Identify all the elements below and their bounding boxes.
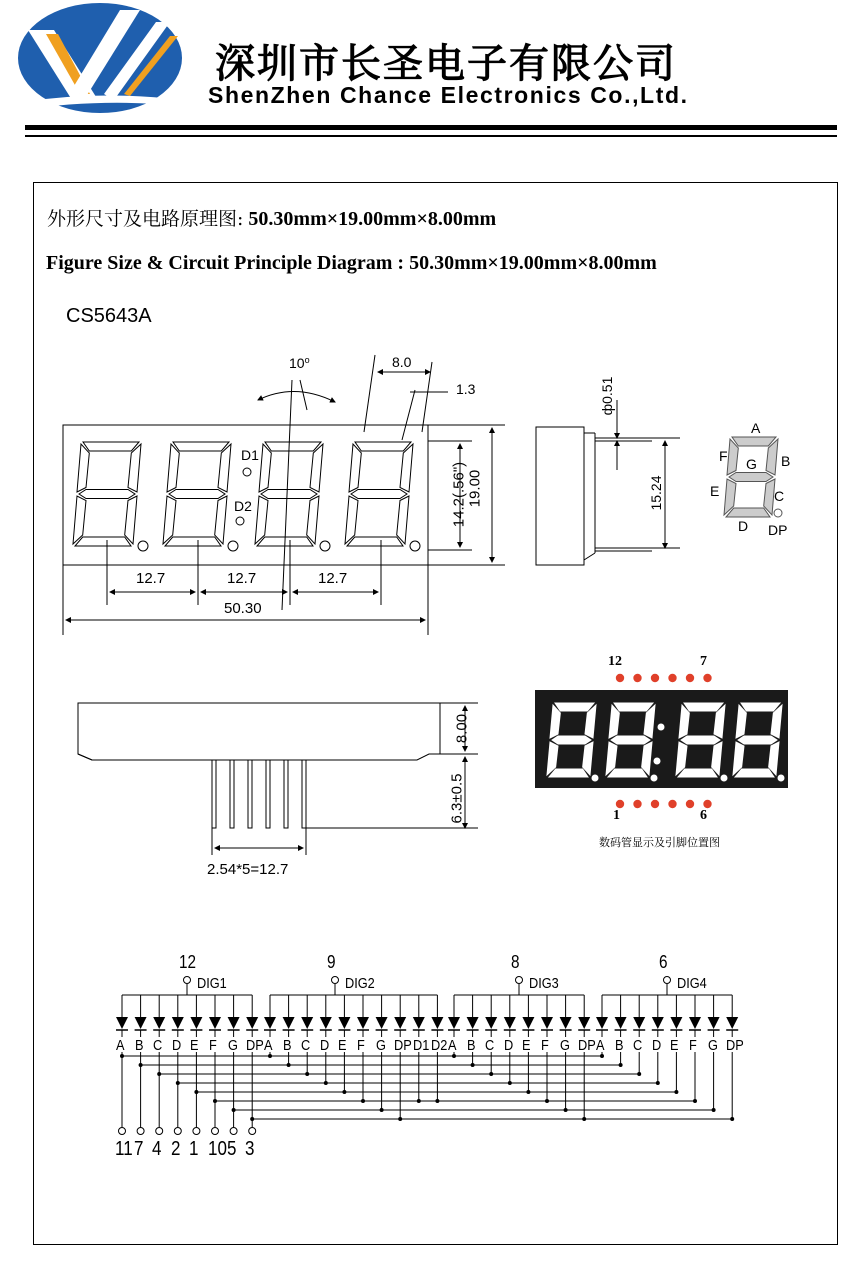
pin-dot-bottom xyxy=(686,800,694,808)
pin-dot-top xyxy=(616,674,624,682)
segment-label: D xyxy=(319,1037,330,1054)
junction-dot xyxy=(712,1108,716,1112)
segment-label: D2 xyxy=(431,1037,448,1054)
segment-label: G xyxy=(707,1037,718,1054)
pin-dot-top xyxy=(703,674,711,682)
title-en: Figure Size & Circuit Principle Diagram : 50.30mm×19.00mm×8.00mm xyxy=(46,252,657,274)
seg-g xyxy=(738,736,777,744)
seg-a xyxy=(355,442,411,451)
segment-label: DP xyxy=(578,1037,596,1054)
segment-label: F xyxy=(209,1037,217,1054)
seg-f xyxy=(77,444,89,492)
circuit-diagram xyxy=(116,977,738,1135)
pin-dot-top xyxy=(651,674,659,682)
led-diode xyxy=(431,1017,443,1029)
seg-a xyxy=(732,437,776,446)
legend-dp-dot xyxy=(774,509,782,517)
seg-f xyxy=(349,444,361,492)
segment-label: E xyxy=(522,1037,531,1054)
dim-pin-pitch: 2.54*5=12.7 xyxy=(207,861,289,878)
seg-d xyxy=(608,769,647,777)
pin-label-12: 12 xyxy=(608,654,622,669)
segment-label: DP xyxy=(394,1037,412,1054)
pin-dot-top xyxy=(668,674,676,682)
junction-dot xyxy=(380,1108,384,1112)
led-diode xyxy=(448,1017,460,1029)
model-number: CS5643A xyxy=(66,305,152,327)
junction-dot xyxy=(398,1117,402,1121)
bottom-pin-number: 10 xyxy=(208,1138,227,1160)
bottom-pin-number: 3 xyxy=(245,1138,255,1160)
seven-seg-digit xyxy=(724,437,778,517)
led-diode xyxy=(357,1017,369,1029)
led-diode xyxy=(541,1017,553,1029)
legend-e: E xyxy=(710,483,720,499)
led-diode xyxy=(338,1017,350,1029)
dim-height: 19.00 xyxy=(466,469,484,508)
led-diode xyxy=(394,1017,406,1029)
legend-c: C xyxy=(774,488,785,504)
dim-digit-height: 14.2(.56") xyxy=(450,461,468,528)
common-pin-terminal xyxy=(516,977,523,984)
pin-terminal xyxy=(174,1128,181,1135)
bottom-pin-number: 5 xyxy=(226,1138,237,1160)
segment-label: D xyxy=(503,1037,514,1054)
pin-terminal xyxy=(249,1128,256,1135)
segment-label: F xyxy=(689,1037,697,1054)
pin-label-7: 7 xyxy=(700,654,707,669)
common-pin-terminal xyxy=(184,977,191,984)
photo-colon-top xyxy=(658,724,665,731)
junction-dot xyxy=(324,1081,328,1085)
segment-label: A xyxy=(596,1037,605,1054)
led-diode xyxy=(413,1017,425,1029)
segment-label: F xyxy=(541,1037,549,1054)
dim-pin-span: 15.24 xyxy=(648,475,664,511)
legend-d: D xyxy=(738,518,749,534)
junction-dot xyxy=(452,1054,456,1058)
pin-terminal xyxy=(137,1128,144,1135)
led-diode xyxy=(578,1017,590,1029)
segment-label: G xyxy=(227,1037,238,1054)
segment-label: B xyxy=(134,1037,144,1054)
led-diode xyxy=(504,1017,516,1029)
led-diode xyxy=(246,1017,258,1029)
segment-label: D xyxy=(171,1037,182,1054)
legend-dp: DP xyxy=(768,522,788,538)
led-diode xyxy=(190,1017,202,1029)
pin-dot-top xyxy=(686,674,694,682)
segment-legend xyxy=(724,437,785,517)
seven-seg-digit xyxy=(345,442,413,546)
segment-label: DP xyxy=(726,1037,744,1054)
pin-dot-bottom xyxy=(703,800,711,808)
dim-pin-diameter: ф0.51 xyxy=(599,376,615,416)
led-diode xyxy=(615,1017,627,1029)
junction-dot xyxy=(730,1117,734,1121)
seg-f xyxy=(259,444,271,492)
pin-label-6: 6 xyxy=(700,808,707,823)
led-diode xyxy=(596,1017,608,1029)
dim-segment-width: 8.0 xyxy=(392,354,412,370)
seg-g xyxy=(261,490,317,499)
seg-a xyxy=(741,703,780,711)
segment-label: B xyxy=(282,1037,292,1054)
junction-dot xyxy=(674,1090,678,1094)
label-d2: D2 xyxy=(234,498,252,514)
seg-a xyxy=(614,703,653,711)
seg-g xyxy=(351,490,407,499)
junction-dot xyxy=(471,1063,475,1067)
led-diode xyxy=(467,1017,479,1029)
pin-dot-bottom xyxy=(633,800,641,808)
pin-terminal xyxy=(119,1128,126,1135)
junction-dot xyxy=(342,1090,346,1094)
junction-dot xyxy=(361,1099,365,1103)
pin-dot-bottom xyxy=(668,800,676,808)
seg-a xyxy=(83,442,139,451)
segment-label: E xyxy=(670,1037,679,1054)
seg-c xyxy=(307,496,319,544)
bottom-pin-number: 2 xyxy=(170,1138,181,1160)
segment-label: A xyxy=(264,1037,273,1054)
seg-d xyxy=(347,537,403,546)
pin-dot-top xyxy=(633,674,641,682)
seven-seg-digit xyxy=(163,442,231,546)
segment-label: D1 xyxy=(412,1037,430,1054)
bottom-view xyxy=(78,703,478,855)
segment-label: C xyxy=(153,1037,163,1054)
led-diode xyxy=(320,1017,332,1029)
dig-pin-number: 8 xyxy=(511,952,520,972)
legend-a: A xyxy=(751,420,761,436)
dim-pitch-2: 12.7 xyxy=(227,570,257,587)
seg-d xyxy=(75,537,131,546)
common-pin-terminal xyxy=(332,977,339,984)
seg-a xyxy=(684,703,723,711)
seg-c xyxy=(125,496,137,544)
led-diode xyxy=(485,1017,497,1029)
led-diode xyxy=(135,1017,147,1029)
led-diode xyxy=(708,1017,720,1029)
common-pin-terminal xyxy=(664,977,671,984)
dim-pin-length: 6.3±0.5 xyxy=(448,773,466,824)
pin-dot-bottom xyxy=(616,800,624,808)
colon-dot-d2 xyxy=(236,517,244,525)
segment-label: E xyxy=(190,1037,199,1054)
seg-a xyxy=(555,703,594,711)
led-diode xyxy=(670,1017,682,1029)
dig-label: DIG3 xyxy=(529,975,559,992)
photo-decimal-point xyxy=(592,775,599,782)
junction-dot xyxy=(305,1072,309,1076)
led-diode xyxy=(560,1017,572,1029)
bottom-pin-number: 11 xyxy=(115,1138,133,1160)
bottom-pin-number: 1 xyxy=(189,1138,199,1160)
seg-a xyxy=(265,442,321,451)
dig-pin-number: 9 xyxy=(327,952,336,972)
junction-dot xyxy=(287,1063,291,1067)
led-diode xyxy=(376,1017,388,1029)
pin-dot-bottom xyxy=(651,800,659,808)
seg-d xyxy=(678,769,717,777)
led-diode xyxy=(301,1017,313,1029)
junction-dot xyxy=(693,1099,697,1103)
degree-symbol: o xyxy=(304,355,310,365)
segment-label: C xyxy=(301,1037,311,1054)
junction-dot xyxy=(489,1072,493,1076)
junction-dot xyxy=(600,1054,604,1058)
junction-dot xyxy=(637,1072,641,1076)
decimal-point xyxy=(138,541,148,551)
segment-label: DP xyxy=(246,1037,264,1054)
seg-c xyxy=(397,496,409,544)
dim-pitch-1: 12.7 xyxy=(136,570,166,587)
seven-seg-digit xyxy=(73,442,141,546)
label-d1: D1 xyxy=(241,447,259,463)
decimal-point xyxy=(228,541,238,551)
seg-d xyxy=(735,769,774,777)
title-cn-label: 外形尺寸及电路原理图: xyxy=(47,208,244,230)
segment-label: G xyxy=(375,1037,386,1054)
bottom-pin-number: 4 xyxy=(152,1138,162,1160)
dig-label: DIG2 xyxy=(345,975,375,992)
junction-dot xyxy=(268,1054,272,1058)
photo-colon-bottom xyxy=(654,758,661,765)
seg-c xyxy=(215,496,227,544)
pin-terminal xyxy=(230,1128,237,1135)
junction-dot xyxy=(508,1081,512,1085)
segment-label: B xyxy=(466,1037,476,1054)
segment-label: B xyxy=(614,1037,624,1054)
junction-dot xyxy=(619,1063,623,1067)
pin-terminal xyxy=(156,1128,163,1135)
photo-decimal-point xyxy=(651,775,658,782)
led-diode xyxy=(689,1017,701,1029)
led-diode xyxy=(633,1017,645,1029)
display-caption: 数码管显示及引脚位置图 xyxy=(599,836,720,849)
angle-label xyxy=(289,355,310,371)
title-cn-dims: 50.30mm×19.00mm×8.00mm xyxy=(243,208,497,230)
colon-dot-d1 xyxy=(243,468,251,476)
photo-decimal-point xyxy=(721,775,728,782)
seg-a xyxy=(173,442,229,451)
dim-segment-stroke: 1.3 xyxy=(456,381,476,397)
segment-label: D xyxy=(651,1037,662,1054)
pin-label-1: 1 xyxy=(613,808,620,823)
led-diode xyxy=(153,1017,165,1029)
company-name-cn: 深圳市长圣电子有限公司 xyxy=(215,41,677,87)
seg-d xyxy=(726,508,770,517)
legend-f: F xyxy=(719,448,728,464)
seg-g xyxy=(79,490,135,499)
seg-g xyxy=(729,473,773,482)
junction-dot xyxy=(435,1099,439,1103)
legend-g: G xyxy=(746,456,757,472)
led-diode xyxy=(209,1017,221,1029)
seg-f xyxy=(167,444,179,492)
led-diode xyxy=(522,1017,534,1029)
led-diode xyxy=(652,1017,664,1029)
segment-label: C xyxy=(633,1037,643,1054)
led-diode xyxy=(283,1017,295,1029)
segment-label: F xyxy=(357,1037,365,1054)
seg-g xyxy=(169,490,225,499)
led-diode xyxy=(228,1017,240,1029)
led-diode xyxy=(116,1017,128,1029)
decimal-point xyxy=(320,541,330,551)
dig-pin-number: 6 xyxy=(659,952,668,972)
junction-dot xyxy=(526,1090,530,1094)
segment-label: A xyxy=(116,1037,125,1054)
dig-pin-number: 12 xyxy=(179,952,197,972)
legend-b: B xyxy=(781,453,791,469)
pin-terminal xyxy=(193,1128,200,1135)
junction-dot xyxy=(564,1108,568,1112)
led-diode xyxy=(172,1017,184,1029)
seg-d xyxy=(165,537,221,546)
segment-label: G xyxy=(559,1037,570,1054)
led-diode xyxy=(264,1017,276,1029)
junction-dot xyxy=(582,1117,586,1121)
dim-width: 50.30 xyxy=(224,600,262,617)
junction-dot xyxy=(545,1099,549,1103)
bottom-pin-number: 7 xyxy=(133,1138,144,1160)
seg-g xyxy=(611,736,650,744)
company-name-en: ShenZhen Chance Electronics Co.,Ltd. xyxy=(208,82,689,108)
segment-label: E xyxy=(338,1037,347,1054)
led-diode xyxy=(726,1017,738,1029)
pin-terminal xyxy=(212,1128,219,1135)
junction-dot xyxy=(417,1099,421,1103)
dig-label: DIG4 xyxy=(677,975,707,992)
junction-dot xyxy=(656,1081,660,1085)
photo-decimal-point xyxy=(778,775,785,782)
segment-label: C xyxy=(485,1037,495,1054)
decimal-point xyxy=(410,541,420,551)
dim-pitch-3: 12.7 xyxy=(318,570,348,587)
front-view xyxy=(63,355,505,635)
dim-depth: 8.00 xyxy=(453,713,471,744)
seg-g xyxy=(552,736,591,744)
seg-d xyxy=(549,769,588,777)
dig-label: DIG1 xyxy=(197,975,227,992)
seg-g xyxy=(681,736,720,744)
segment-label: A xyxy=(448,1037,457,1054)
angle-value: 10 xyxy=(289,355,305,371)
